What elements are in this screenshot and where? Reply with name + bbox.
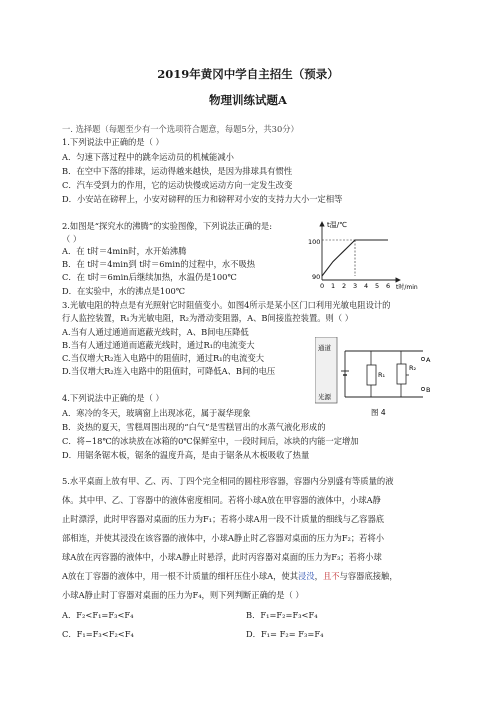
exam-subtitle: 物理训练试题A bbox=[209, 93, 287, 107]
q1-option-b: B．在空中下落的排球，运动得越来越快，是因为排球具有惯性 bbox=[62, 166, 293, 176]
y-tick-100: 100 bbox=[308, 238, 321, 246]
q5-line-2: 体。其中甲、乙、丁容器中的液体密度相同。若将小球A放在甲容器的液体中，小球A静 bbox=[62, 495, 381, 505]
exam-title: 2019年黄冈中学自主招生（预录） bbox=[157, 67, 339, 81]
x-tick-label: 1 bbox=[331, 282, 336, 290]
q1-option-a: A．匀速下落过程中的跳伞运动员的机械能减小 bbox=[62, 152, 234, 162]
q1-option-c: C．汽车受到力的作用，它的运动快慢或运动方向一定发生改变 bbox=[62, 180, 293, 190]
q4-stem: 4.下列说法中正确的是（ ） bbox=[62, 393, 164, 403]
r2-resistor bbox=[397, 364, 406, 384]
x-tick-label: 0 bbox=[320, 282, 325, 290]
figure-caption: 图 4 bbox=[371, 408, 386, 417]
terminal-b-label: B bbox=[426, 386, 431, 394]
q5-line-4: 部相连，并使其浸没在该容器的液体中，小球A静止时乙容器对桌面的压力为F₂；若将小 bbox=[62, 533, 385, 543]
x-tick-label: 5 bbox=[375, 282, 380, 290]
q5-option-b: B．F₁=F₂=F₃<F₄ bbox=[246, 610, 318, 620]
passage-label: 通道 bbox=[318, 344, 331, 352]
q2-stem: 2.如图是“探究水的沸腾”的实验图像，下列说法正确的是: bbox=[62, 221, 273, 231]
q3-line-1: 3.光敏电阻的特点是有光照射它时阻值变小。如图4所示是某小区门口利用光敏电阻设计的 bbox=[62, 300, 391, 310]
x-tick-label: 6 bbox=[386, 282, 391, 290]
q3-option-a: A.当有人通过通道而遮蔽光线时，A、B间电压降低 bbox=[62, 327, 249, 337]
q3-option-d: D.当仅增大R₂连入电路中的阻值时，可降低A、B间的电压 bbox=[62, 366, 276, 376]
q3-option-b: B.当有人通过通道而遮蔽光线时，通过R₁的电流变大 bbox=[62, 340, 255, 350]
boiling-graph bbox=[300, 218, 420, 290]
circuit-figure bbox=[315, 337, 437, 421]
q5-line-6 bbox=[62, 571, 398, 582]
r2-label: R₂ bbox=[409, 364, 417, 372]
light-label: 光源 bbox=[318, 393, 331, 401]
q4-option-b: B．炎热的夏天，雪糕周围出现的“白气”是雪糕冒出的水蒸气液化形成的 bbox=[62, 422, 326, 432]
q5-highlight-red: 且不 bbox=[322, 571, 340, 581]
q5-line-3: 止时漂浮，此时甲容器对桌面的压力为F₁；若将小球A用一段不计质量的细线与乙容器底 bbox=[62, 514, 385, 524]
q5-line-7: 小球A静止时丁容器对桌面的压力为F₄，则下列判断正确的是（ ） bbox=[62, 590, 304, 600]
x-tick-label: 4 bbox=[364, 282, 369, 290]
q2-option-b: B．在 t时＝4min到 t时＝6min的过程中，水不吸热 bbox=[62, 259, 256, 269]
x-unit-label: t时/min bbox=[396, 284, 418, 290]
q3-option-c: C.当仅增大R₂连入电路中的阻值时，通过R₁的电流变大 bbox=[62, 353, 265, 363]
section-heading: 一. 选择题（每题至少有一个选项符合题意，每题5分，共30分） bbox=[62, 124, 299, 134]
q2-option-d: D．在实验中，水的沸点是100℃ bbox=[62, 286, 186, 296]
q5-option-c: C．F₁=F₃<F₂<F₄ bbox=[62, 629, 134, 639]
q5-highlight-blue: 浸没 bbox=[298, 571, 315, 581]
q5-option-a: A．F₂<F₁=F₃<F₄ bbox=[62, 610, 134, 620]
q5-option-d: D．F₁= F₂= F₃=F₄ bbox=[246, 629, 324, 639]
q2-option-a: A．在 t时＝4min时，水开始沸腾 bbox=[62, 246, 187, 256]
q1-stem: 1.下列说法中正确的是（ ） bbox=[62, 137, 164, 147]
q5-line-6-text: A放在丁容器的液体中，用一根不计质量的细杆压住小球A，使其 bbox=[62, 571, 299, 581]
terminal-a-label: A bbox=[426, 356, 431, 364]
x-tick-label: 2 bbox=[342, 282, 347, 290]
q5-line-5: 球A放在丙容器的液体中，小球A静止时悬浮，此时丙容器对桌面的压力为F₃；若将小球 bbox=[62, 552, 382, 562]
y-tick-90: 90 bbox=[312, 273, 321, 281]
q1-option-d: D．小安站在磅秤上，小安对磅秤的压力和磅秤对小安的支持力大小一定相等 bbox=[62, 194, 343, 204]
q5-line-6-tail: 与容器底接触， bbox=[339, 571, 398, 581]
q2-paren: （ ） bbox=[62, 234, 82, 244]
q2-option-c: C．在 t时＝6min后继续加热，水温仍是100℃ bbox=[62, 272, 237, 282]
r1-resistor bbox=[367, 365, 376, 385]
y-unit-label: t温/℃ bbox=[327, 221, 347, 229]
r1-label: R₁ bbox=[378, 371, 386, 379]
q5-line-6-sep: ， bbox=[314, 571, 323, 581]
q3-line-2: 行人监控装置，R₁为光敏电阻，R₂为滑动变阻器，A、B间接监控装置。则（ ） bbox=[62, 313, 354, 323]
x-tick-label: 3 bbox=[353, 282, 358, 290]
q5-line-1: 5.水平桌面上放有甲、乙、丙、丁四个完全相同的圆柱形容器，容器内分别盛有等质量的液 bbox=[62, 476, 394, 486]
q4-option-c: C．将−18℃的冰块放在冰箱的0℃保鲜室中，一段时间后，冰块的内能一定增加 bbox=[62, 436, 359, 446]
q4-option-a: A．寒冷的冬天，玻璃窗上出现冰花，属于凝华现象 bbox=[62, 408, 251, 418]
q4-option-d: D．用锯条锯木板，锯条的温度升高，是由于锯条从木板吸收了热量 bbox=[62, 450, 310, 460]
